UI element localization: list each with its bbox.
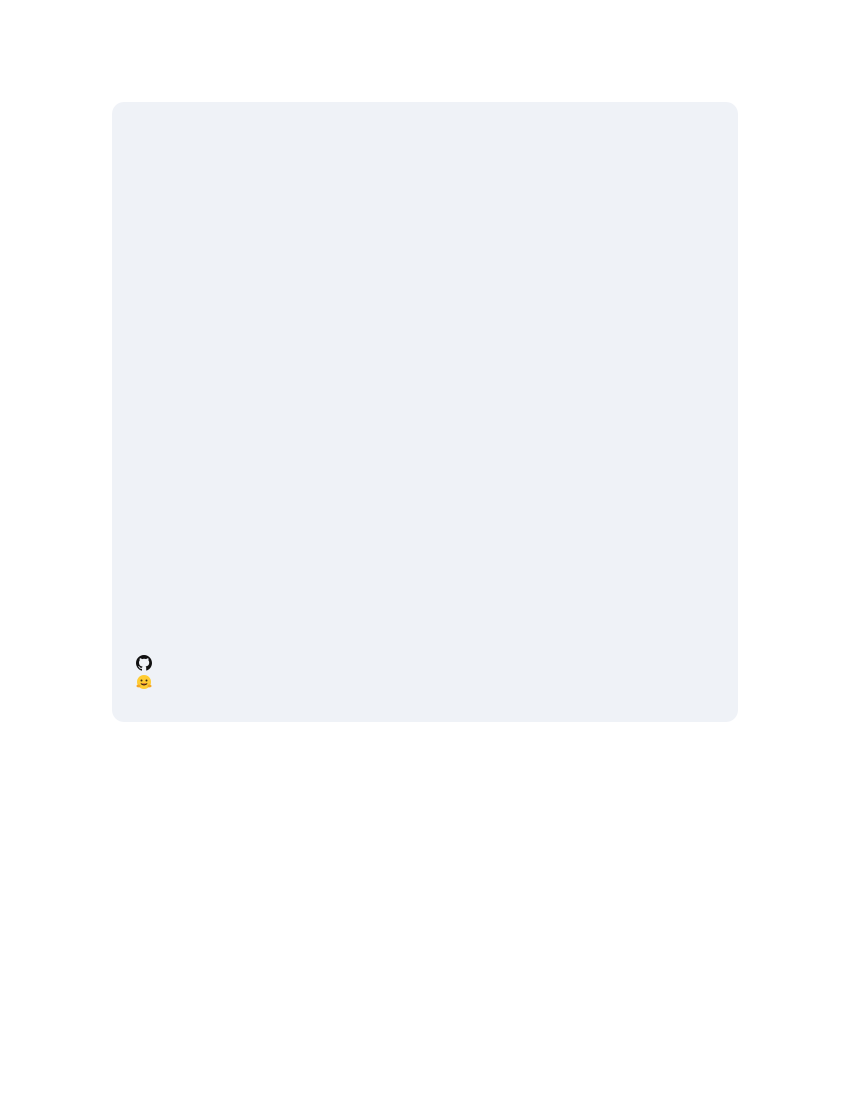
figure-1-charts xyxy=(112,742,738,878)
model-link-row xyxy=(136,673,716,691)
github-icon xyxy=(136,655,152,671)
code-link-row xyxy=(136,654,716,672)
abstract-card xyxy=(112,102,738,722)
hugging-face-icon xyxy=(136,674,152,690)
